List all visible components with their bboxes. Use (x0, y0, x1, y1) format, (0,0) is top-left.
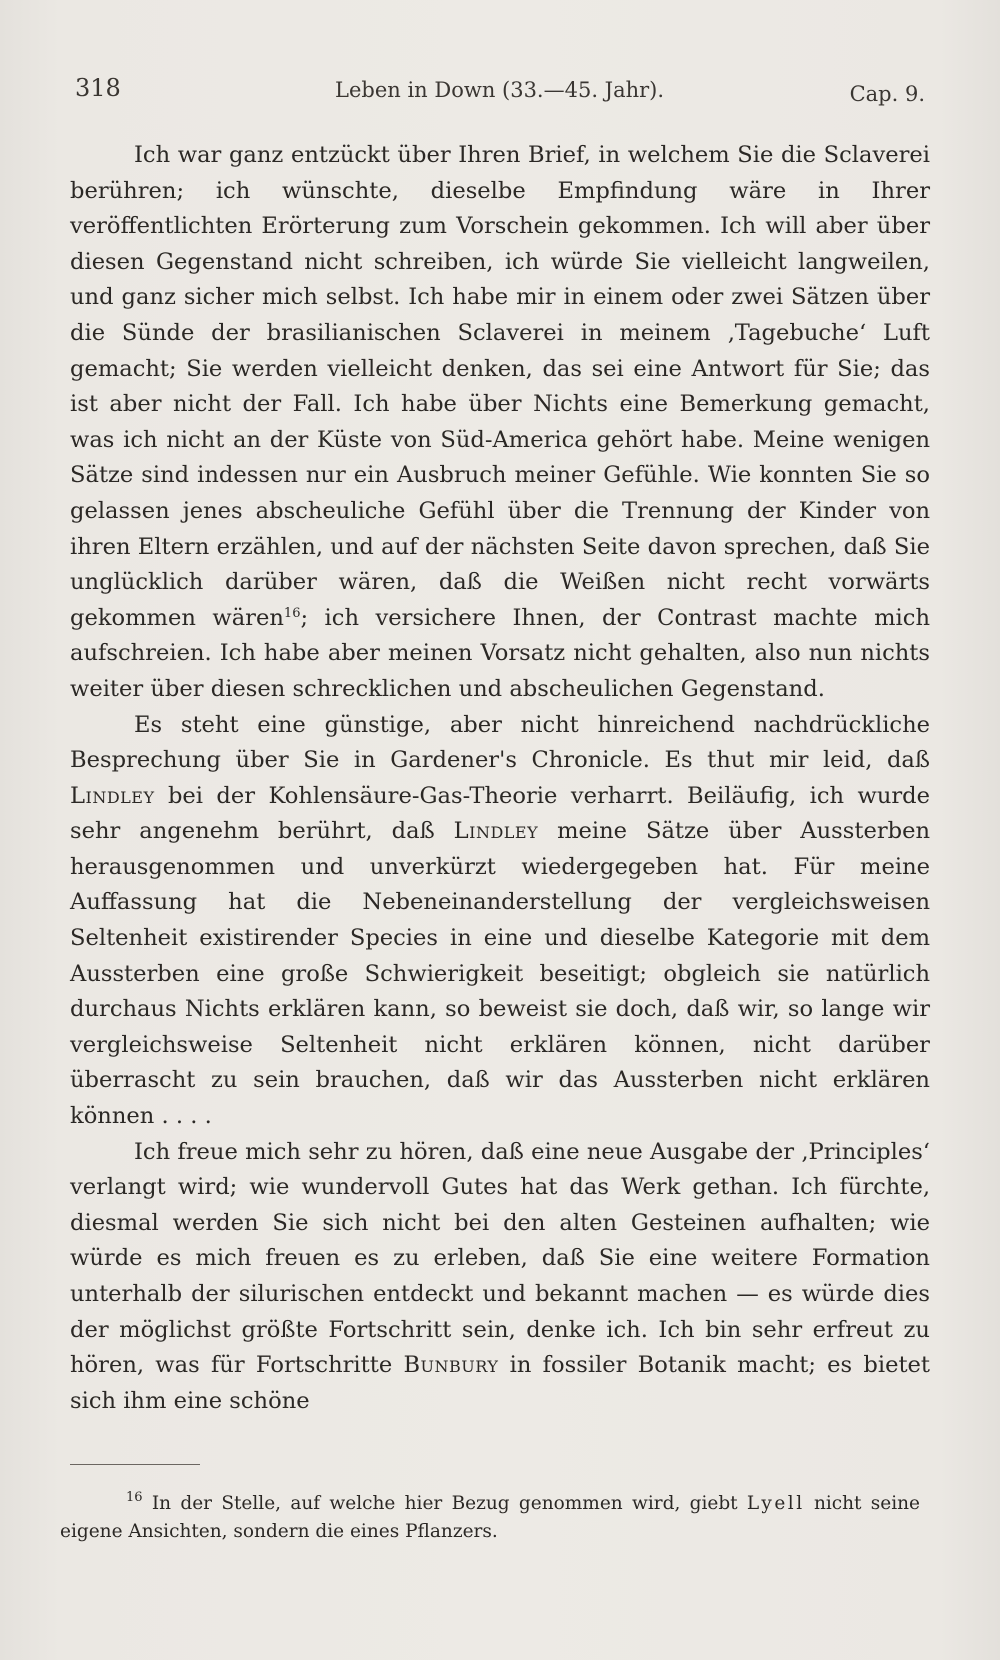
paragraph-3-text-a: Ich freue mich sehr zu hören, daß eine neue Ausgabe der ‚Principles‘ verlangt wird; wie wundervoll Gutes hat das Werk gethan. Ich fürchte, diesmal werden Sie sich nicht bei den alten Gesteinen aufhalten; wie würde es mich freuen es zu erleben, daß Sie eine weitere Formation unterhalb der silurischen entdeckt und bekannt machen — es würde dies der möglichst größte Fortschritt sein, denke ich. Ich bin sehr erfreut zu hören, was für Fortschritte (70, 1138, 930, 1379)
paragraph-1-text: Ich war ganz entzückt über Ihren Brief, in welchem Sie die Sclaverei berühren; ich wünschte, dieselbe Empfindung wäre in Ihrer veröffentlichten Erörterung zum Vorschein gekommen. Ich will aber über diesen Gegenstand nicht schreiben, ich würde Sie vielleicht langweilen, und ganz sicher mich selbst. Ich habe mir in einem oder zwei Sätzen über die Sünde der brasilianischen Sclaverei in meinem ‚Tagebuche‘ Luft gemacht; Sie werden vielleicht denken, das sei eine Antwort für Sie; das ist aber nicht der Fall. Ich habe über Nichts eine Bemerkung gemacht, was ich nicht an der Küste von Süd-America gehört habe. Meine wenigen Sätze sind indessen nur ein Ausbruch meiner Gefühle. Wie konnten Sie so gelassen jenes abscheuliche Gefühl über die Trennung der Kinder von ihren Eltern erzählen, und auf der nächsten Seite davon sprechen, daß Sie unglücklich darüber wären, daß die Weißen nicht recht vorwärts gekommen wären (70, 142, 930, 631)
paragraph-3-text-b: in fossiler Botanik macht; es bietet sich ihm eine schöne (70, 1352, 930, 1414)
paragraph-2-text-b: bei der Kohlensäure-Gas-Theorie verharrt. Beiläufig, ich wurde sehr angenehm berührt, daß (70, 782, 931, 845)
chapter-label: Cap. 9. (849, 82, 925, 106)
person-name-bunbury: Bunbury (403, 1352, 499, 1379)
paragraph-2-text-a: Es steht eine günstige, aber nicht hinreichend nachdrückliche Besprechung über Sie in Gardener's Chronicle. Es thut mir leid, daß (70, 711, 930, 774)
footnote-text-b: nicht seine eigene Ansichten, sondern die eines Pflanzers. (60, 1493, 921, 1542)
person-name-lindley: Lindley (70, 782, 155, 809)
paragraph-1 (70, 138, 930, 708)
running-header (75, 74, 925, 114)
footnote-divider (70, 1464, 200, 1465)
footnote-text-a: In der Stelle, auf welche hier Bezug genommen wird, giebt (151, 1493, 738, 1514)
footnote-16 (60, 1490, 920, 1546)
footnote-reference[interactable]: 16 (283, 605, 301, 621)
body-text (70, 138, 930, 1419)
paragraph-2 (70, 708, 930, 1135)
paragraph-2-text-c: meine Sätze über Aussterben herausgenommen und unverkürzt wiedergegeben hat. Für meine Auffassung hat die Nebeneinanderstellung der vergleichsweisen Seltenheit existirender Species in eine und dieselbe Kategorie mit dem Aussterben eine große Schwierigkeit beseitigt; obgleich sie natürlich durchaus Nichts erklären kann, so beweist sie doch, daß wir, so lange wir vergleichsweise Seltenheit nicht erklären können, nicht darüber überrascht zu sein brauchen, daß wir das Aussterben nicht erklären können . . . . (70, 818, 931, 1130)
footnote (60, 1490, 920, 1546)
person-name-lindley-2: Lindley (453, 818, 539, 845)
person-name-lyell: Lyell (746, 1493, 805, 1514)
paragraph-3 (70, 1135, 930, 1420)
paragraph-1-continuation: ; ich versichere Ihnen, der Contrast machte mich aufschreien. Ich habe aber meinen Vorsatz nicht gehalten, also nun nichts weiter über diesen schrecklichen und abscheulichen Gegenstand. (70, 604, 930, 702)
page-number: 318 (75, 74, 121, 102)
footnote-marker: 16 (126, 1490, 143, 1505)
running-title: Leben in Down (33.—45. Jahr). (335, 78, 665, 102)
